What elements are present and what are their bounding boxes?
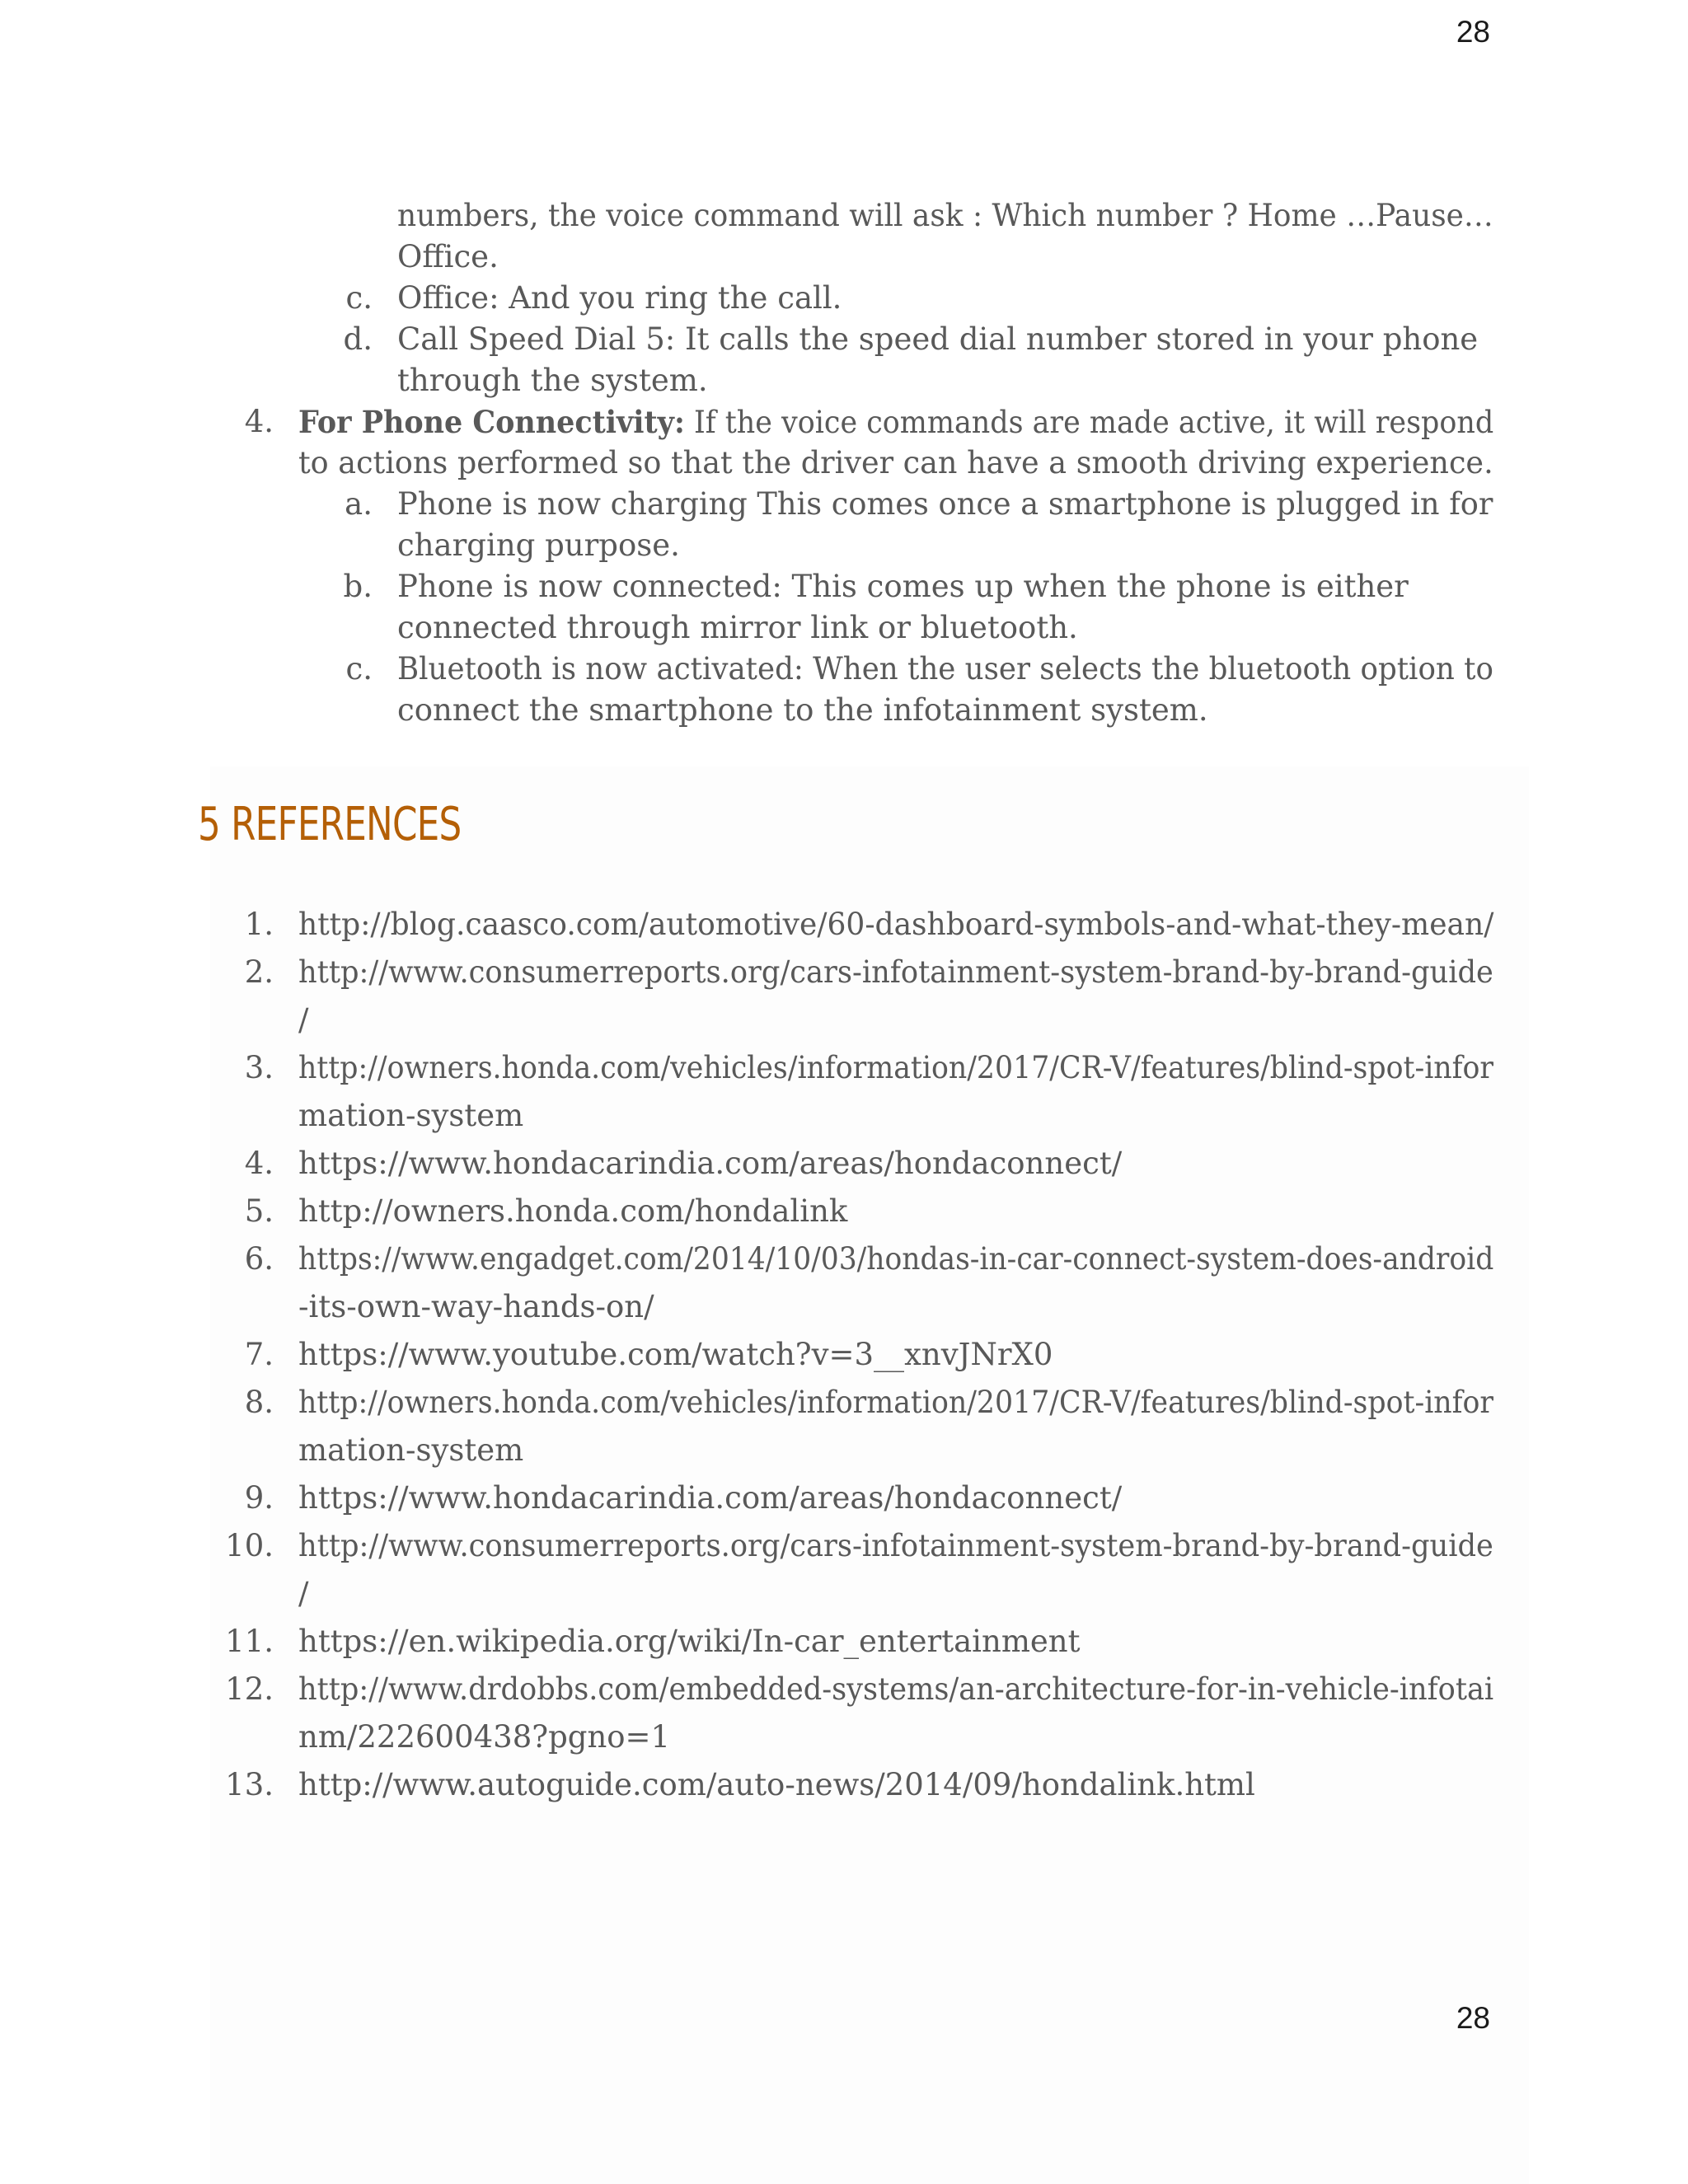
reference-link[interactable]: http://owners.honda.com/vehicles/information/2017/CR-V/features/blind-spot-infor <box>298 1050 1494 1085</box>
reference-link[interactable]: http://owners.honda.com/hondalink <box>298 1193 848 1229</box>
list-marker: c. <box>345 280 373 316</box>
reference-link[interactable]: http://owners.honda.com/vehicles/information/2017/CR-V/features/blind-spot-infor <box>298 1385 1494 1420</box>
reference-link[interactable]: -its-own-way-hands-on/ <box>298 1289 654 1324</box>
reference-link[interactable]: / <box>298 1576 309 1611</box>
reference-marker: 3. <box>244 1050 274 1085</box>
reference-marker: 8. <box>244 1385 274 1420</box>
reference-marker: 10. <box>225 1528 274 1563</box>
list-item-text: Phone is now connected: This comes up when the phone is either <box>397 569 1409 604</box>
reference-link[interactable]: https://www.youtube.com/watch?v=3__xnvJNrX0 <box>298 1337 1053 1372</box>
list-item-text: connected through mirror link or bluetooth. <box>397 610 1078 645</box>
list-item-text: Bluetooth is now activated: When the user selects the bluetooth option to <box>397 651 1493 687</box>
reference-link[interactable]: http://www.autoguide.com/auto-news/2014/09/hondalink.html <box>298 1767 1255 1802</box>
reference-marker: 6. <box>244 1241 274 1277</box>
reference-link[interactable]: http://www.consumerreports.org/cars-infotainment-system-brand-by-brand-guide <box>298 1528 1493 1563</box>
list-item-text: Call Speed Dial 5: It calls the speed dial number stored in your phone <box>397 321 1479 357</box>
list-item-text: Phone is now charging This comes once a smartphone is plugged in for <box>397 486 1493 522</box>
list-item-text: charging purpose. <box>397 527 680 563</box>
reference-link[interactable]: nm/222600438?pgno=1 <box>298 1719 671 1755</box>
reference-link[interactable]: https://en.wikipedia.org/wiki/In-car_entertainment <box>298 1624 1081 1659</box>
reference-link[interactable]: https://www.hondacarindia.com/areas/hondaconnect/ <box>298 1480 1123 1516</box>
continuation-line: Office. <box>397 239 499 274</box>
reference-marker: 13. <box>225 1767 274 1802</box>
reference-marker: 11. <box>225 1624 274 1659</box>
item-text: If the voice commands are made active, it will respond <box>684 405 1494 440</box>
item-bold-label: For Phone Connectivity: <box>298 404 685 440</box>
list-marker: 4. <box>244 404 274 439</box>
reference-link[interactable]: http://www.consumerreports.org/cars-infotainment-system-brand-by-brand-guide <box>298 954 1493 990</box>
page-number-top: 28 <box>1456 15 1490 49</box>
reference-marker: 12. <box>225 1671 274 1707</box>
list-item-text: through the system. <box>397 363 708 398</box>
reference-link[interactable]: https://www.engadget.com/2014/10/03/hondas-in-car-connect-system-does-android <box>298 1241 1494 1277</box>
reference-link[interactable]: http://www.drdobbs.com/embedded-systems/an-architecture-for-in-vehicle-infotai <box>298 1671 1494 1707</box>
reference-marker: 2. <box>244 954 274 990</box>
reference-marker: 1. <box>244 907 274 942</box>
list-item-text: Office: And you ring the call. <box>397 280 842 316</box>
continuation-line: numbers, the voice command will ask : Which number ? Home …Pause… <box>397 198 1493 233</box>
reference-link[interactable]: / <box>298 1002 309 1038</box>
reference-link[interactable]: https://www.hondacarindia.com/areas/hondaconnect/ <box>298 1146 1123 1181</box>
section-heading: 5 REFERENCES <box>198 798 462 851</box>
reference-marker: 5. <box>244 1193 274 1229</box>
list-item-text: to actions performed so that the driver can have a smooth driving experience. <box>298 445 1493 480</box>
reference-link[interactable]: mation-system <box>298 1432 524 1468</box>
list-marker: d. <box>343 321 373 357</box>
list-marker: a. <box>345 486 373 522</box>
reference-marker: 9. <box>244 1480 274 1516</box>
page-number-bottom: 28 <box>1456 2001 1490 2035</box>
reference-link[interactable]: mation-system <box>298 1098 524 1133</box>
list-item-text: connect the smartphone to the infotainment system. <box>397 692 1208 728</box>
reference-marker: 7. <box>244 1337 274 1372</box>
reference-link[interactable]: http://blog.caasco.com/automotive/60-dashboard-symbols-and-what-they-mean/ <box>298 907 1494 942</box>
reference-marker: 4. <box>244 1146 274 1181</box>
list-marker: c. <box>345 651 373 687</box>
list-marker: b. <box>343 569 373 604</box>
list-item-text <box>298 401 1493 443</box>
